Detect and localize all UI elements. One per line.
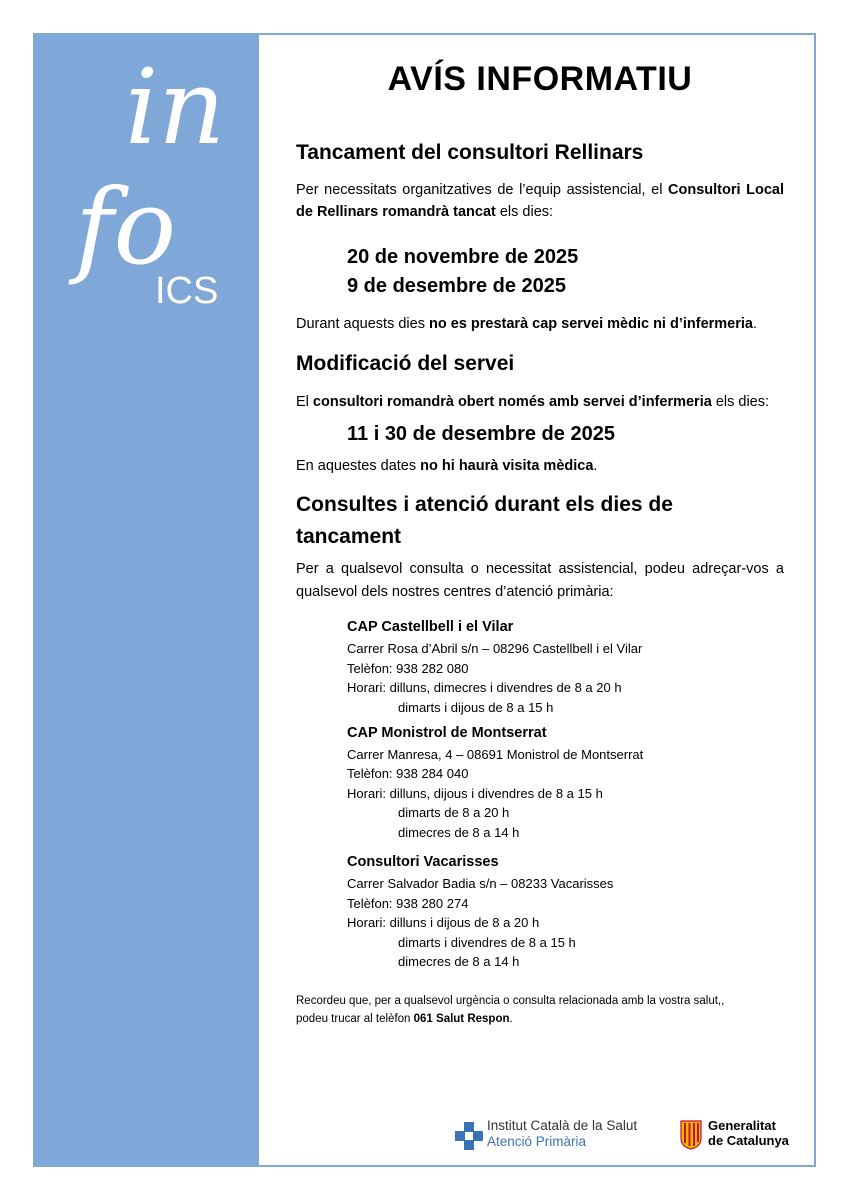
center-name: Consultori Vacarisses — [347, 854, 499, 871]
center-phone: Telèfon: 938 280 274 — [347, 895, 469, 911]
center-hours: Horari: dilluns, dijous i divendres de 8 a 15 h — [347, 785, 603, 801]
closure-intro: Per necessitats organitzatives de l’equip assistencial, el Consultori Local de Rellinars romandrà tancat els dies: — [296, 181, 784, 220]
center-hours: dimarts de 8 a 20 h — [398, 805, 510, 821]
footnote-line-2: podeu trucar al telèfon 061 Salut Respon. — [296, 1012, 513, 1025]
center-name: CAP Castellbell i el Vilar — [347, 619, 514, 636]
closure-date-1: 20 de novembre de 2025 — [347, 246, 579, 269]
closure-note: Durant aquests dies no es prestarà cap servei mèdic ni d’infermeria. — [296, 316, 758, 333]
center-address: Carrer Salvador Badia s/n – 08233 Vacarisses — [347, 876, 614, 892]
center-castellbell — [347, 617, 784, 717]
ics-line-2: Atenció Primària — [487, 1133, 587, 1149]
center-hours: dimarts i dijous de 8 a 15 h — [398, 699, 554, 715]
closure-date-2: 9 de desembre de 2025 — [347, 275, 567, 298]
center-address: Carrer Rosa d’Abril s/n – 08296 Castellbell i el Vilar — [347, 641, 643, 657]
center-hours: dimarts i divendres de 8 a 15 h — [398, 934, 576, 950]
center-vacarisses — [347, 852, 784, 971]
modification-intro: El consultori romandrà obert només amb servei d’infermeria els dies: — [296, 394, 770, 411]
logo-fo-text: fo — [75, 166, 177, 288]
consults-intro: Per a qualsevol consulta o necessitat assistencial, podeu adreçar-vos a qualsevol dels nostres centres d’atenció primària: — [296, 561, 784, 600]
center-hours: dimecres de 8 a 14 h — [398, 824, 520, 840]
notice-content — [296, 60, 784, 1028]
section-modification-heading: Modificació del servei — [296, 351, 515, 375]
urgency-footnote — [296, 992, 784, 1029]
ics-line-1: Institut Català de la Salut — [487, 1118, 638, 1133]
footnote-line-1: Recordeu que, per a qualsevol urgència o consulta relacionada amb la vostra salut,, — [296, 994, 725, 1007]
center-hours: dimecres de 8 a 14 h — [398, 954, 520, 970]
center-phone: Telèfon: 938 284 040 — [347, 766, 469, 782]
generalitat-text — [708, 1119, 789, 1149]
center-address: Carrer Manresa, 4 – 08691 Monistrol de Montserrat — [347, 746, 644, 762]
page-title: AVÍS INFORMATIU — [387, 60, 693, 98]
center-phone: Telèfon: 938 282 080 — [347, 660, 469, 676]
center-hours: Horari: dilluns i dijous de 8 a 20 h — [347, 915, 540, 931]
logo-ics-text: ICS — [155, 270, 219, 312]
gen-line-1: Generalitat — [708, 1118, 776, 1133]
generalitat-logo — [680, 1118, 810, 1154]
center-monistrol — [347, 723, 784, 842]
center-hours: Horari: dilluns, dimecres i divendres de 8 a 20 h — [347, 680, 622, 696]
senyera-shield-icon — [680, 1120, 702, 1150]
center-name: CAP Monistrol de Montserrat — [347, 725, 547, 742]
ics-institut-logo — [455, 1118, 665, 1154]
info-ics-logo — [55, 46, 235, 315]
health-cross-icon — [455, 1122, 483, 1150]
section-consults-heading: Consultes i atenció durant els dies de tancament — [296, 493, 673, 548]
ics-logo-text — [487, 1118, 637, 1149]
modification-note: En aquestes dates no hi haurà visita mèdica. — [296, 457, 598, 474]
modification-date: 11 i 30 de desembre de 2025 — [347, 422, 615, 445]
section-closure-heading: Tancament del consultori Rellinars — [296, 141, 644, 164]
logo-in-text: in — [125, 46, 226, 168]
gen-line-2: de Catalunya — [708, 1132, 789, 1148]
